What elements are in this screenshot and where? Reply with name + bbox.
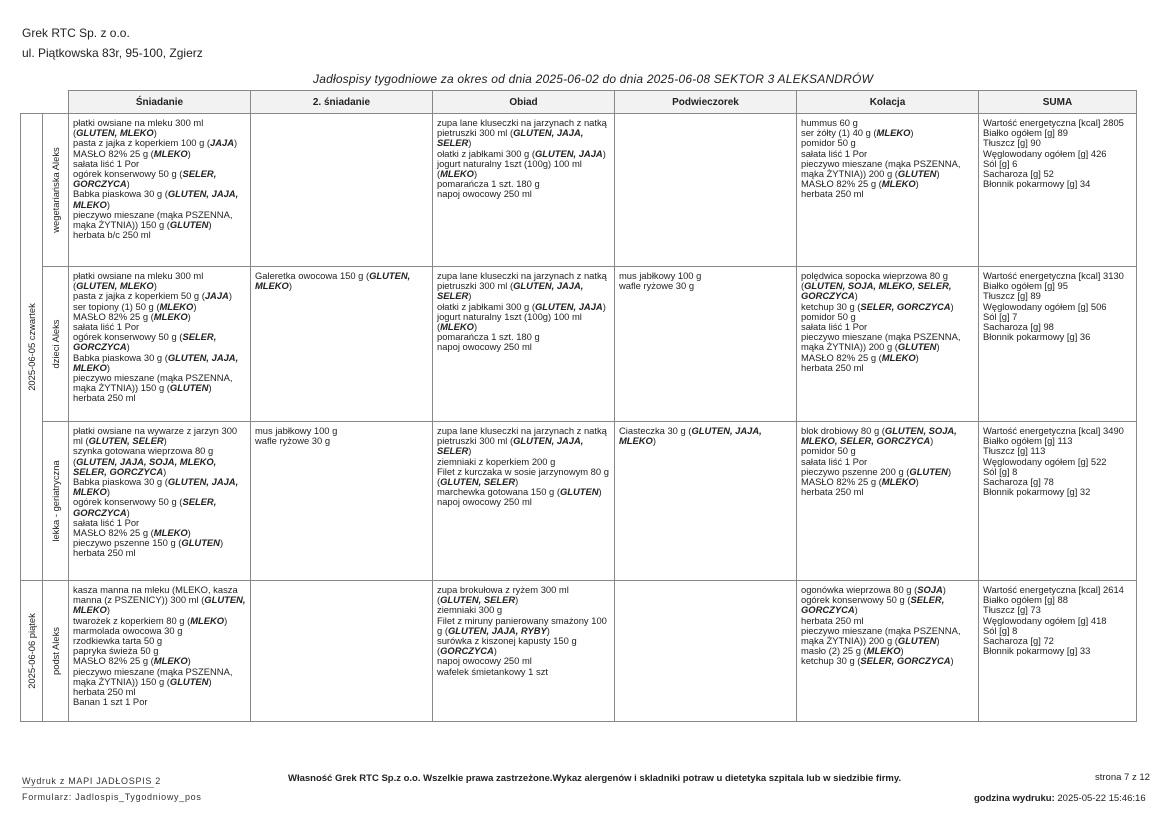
allergen-text: GLUTEN, JAJA, SELER	[437, 280, 584, 302]
menu-line: napoj owocowy 250 ml	[437, 341, 532, 353]
meal-cell	[251, 114, 433, 267]
menu-line: Galeretka owocowa 150 g (GLUTEN, MLEKO)	[255, 270, 411, 292]
menu-line: pomarańcza 1 szt. 180 g	[437, 331, 540, 343]
diet-label: podst Aleks	[49, 627, 61, 675]
allergen-text: GLUTEN, MLEKO	[255, 270, 411, 292]
menu-line: Błonnik pokarmowy [g] 34	[983, 178, 1091, 190]
menu-line: ziemniaki 300 g	[437, 604, 503, 616]
menu-line: mus jabłkowy 100 g	[255, 425, 338, 436]
menu-line: Filet z miruny panierowany smażony 100 g (GLUTEN, JAJA, RYBY)	[437, 614, 607, 636]
allergen-text: GLUTEN, SOJA, MLEKO, SELER, GORCZYCA	[801, 425, 957, 447]
ownership-note: Własność Grek RTC Sp.z o.o. Wszelkie prawa zastrzeżone.Wykaz alergenów i skladniki potraw u dietetyka szpitala lub w siedzibie firmy.	[288, 773, 902, 784]
menu-line: szynka gotowana wieprzowa 80 g (GLUTEN, JAJA, SOJA, MLEKO, SELER, GORCZYCA)	[73, 445, 217, 477]
meal-cell	[615, 422, 797, 581]
menu-line: MASŁO 82% 25 g (MLEKO)	[73, 655, 191, 667]
menu-line: herbata 250 ml	[73, 547, 136, 559]
allergen-text: GLUTEN	[169, 219, 209, 231]
meal-cell	[251, 581, 433, 722]
menu-line: mus jabłkowy 100 g	[619, 270, 702, 281]
nutrition-cell	[979, 581, 1137, 722]
menu-line: ołatki z jabłkami 300 g (GLUTEN, JAJA)	[437, 300, 606, 312]
menu-line: Węglowodany ogółem [g] 418	[983, 614, 1107, 626]
menu-line: płatki owsiane na wywarze z jarzyn 300 ml (GLUTEN, SELER)	[73, 425, 238, 447]
menu-line: Sól [g] 6	[983, 157, 1018, 169]
menu-line: masło (2) 25 g (MLEKO)	[801, 645, 904, 657]
menu-line: ogórek konserwowy 50 g (SELER, GORCZYCA)	[73, 331, 217, 353]
allergen-text: GLUTEN, JAJA, MLEKO	[73, 476, 239, 498]
menu-line: sałata liść 1 Por	[801, 147, 868, 159]
meal-cell	[615, 114, 797, 267]
menu-line: ogórek konserwowy 50 g (SELER, GORCZYCA)	[73, 496, 217, 518]
meal-cell	[615, 267, 797, 422]
header-blank	[43, 91, 69, 114]
menu-line: płatki owsiane na mleku 300 ml (GLUTEN, MLEKO)	[73, 270, 204, 292]
menu-line: ołatki z jabłkami 300 g (GLUTEN, JAJA)	[437, 147, 606, 159]
menu-line: zupa brokułowa z ryżem 300 ml (GLUTEN, SELER)	[437, 584, 569, 606]
meal-cell	[797, 422, 979, 581]
allergen-text: SELER, GORCZYCA	[860, 655, 951, 667]
col-header-lunch: Obiad	[433, 91, 615, 114]
menu-line: Tłuszcz [g] 90	[983, 137, 1041, 149]
menu-line: pieczywo pszenne 150 g (GLUTEN)	[73, 537, 224, 549]
allergen-text: GLUTEN, JAJA, SOJA, MLEKO, SELER, GORCZYCA	[73, 455, 217, 477]
allergen-text: MLEKO	[440, 321, 474, 333]
menu-line: Babka piaskowa 30 g (GLUTEN, JAJA, MLEKO)	[73, 476, 239, 498]
diet-label: wegetariańska Aleks	[49, 147, 61, 233]
allergen-text: GLUTEN, MLEKO	[76, 280, 154, 292]
menu-line: MASŁO 82% 25 g (MLEKO)	[801, 351, 919, 363]
menu-line: sałata liść 1 Por	[801, 455, 868, 467]
menu-line: papryka świeża 50 g	[73, 645, 159, 657]
meal-cell	[433, 267, 615, 422]
allergen-text: GLUTEN, JAJA	[534, 147, 603, 159]
allergen-text: GLUTEN	[897, 168, 937, 180]
allergen-text: GLUTEN, JAJA, RYBY	[447, 624, 547, 636]
menu-line: ketchup 30 g (SELER, GORCZYCA)	[801, 300, 954, 312]
report-title: Jadłospisy tygodniowe za okres od dnia 2025-06-02 do dnia 2025-06-08 SEKTOR 3 ALEKSANDRÓW	[313, 72, 874, 86]
menu-line: sałata liść 1 Por	[73, 516, 140, 528]
menu-line: hummus 60 g	[801, 117, 858, 128]
menu-line: ser topiony (1) 50 g (MLEKO)	[73, 300, 197, 312]
allergen-text: MLEKO	[876, 127, 911, 139]
menu-line: Babka piaskowa 30 g (GLUTEN, JAJA, MLEKO)	[73, 351, 239, 373]
menu-line: Wartość energetyczna [kcal] 3490	[983, 425, 1124, 436]
diet-cell	[43, 581, 69, 722]
menu-line: sałata liść 1 Por	[801, 321, 868, 333]
menu-line: napoj owocowy 250 ml	[437, 655, 532, 667]
allergen-text: SELER, GORCZYCA	[860, 300, 951, 312]
allergen-text: GLUTEN, SELER	[440, 476, 516, 488]
menu-line: Sól [g] 8	[983, 624, 1018, 636]
menu-line: ketchup 30 g (SELER, GORCZYCA)	[801, 655, 954, 667]
allergen-text: GLUTEN, JAJA, MLEKO	[619, 425, 762, 447]
menu-line: MASŁO 82% 25 g (MLEKO)	[73, 147, 191, 159]
allergen-text: GLUTEN, MLEKO	[73, 594, 246, 616]
menu-line: Wartość energetyczna [kcal] 2614	[983, 584, 1124, 595]
menu-line: herbata 250 ml	[73, 392, 136, 404]
table-row	[21, 422, 1137, 581]
menu-line: MASŁO 82% 25 g (MLEKO)	[801, 476, 919, 488]
allergen-text: GLUTEN, MLEKO	[76, 127, 154, 139]
menu-line: napoj owocowy 250 ml	[437, 496, 532, 508]
allergen-text: SOJA	[917, 584, 943, 595]
menu-line: pomidor 50 g	[801, 137, 856, 149]
menu-line: herbata 250 ml	[73, 686, 136, 698]
menu-line: pieczywo pszenne 200 g (GLUTEN)	[801, 465, 952, 477]
meal-cell	[69, 581, 251, 722]
allergen-text: MLEKO	[881, 351, 916, 363]
menu-line: herbata 250 ml	[801, 188, 864, 200]
meal-cell	[433, 114, 615, 267]
table-row	[21, 267, 1137, 422]
meal-cell	[433, 581, 615, 722]
allergen-text: MLEKO	[153, 655, 188, 667]
menu-line: pieczywo mieszane (mąka PSZENNA, mąka ŻYTNIA)) 150 g (GLUTEN)	[73, 372, 233, 394]
meal-cell	[69, 267, 251, 422]
menu-line: pieczywo mieszane (mąka PSZENNA, mąka ŻYTNIA)) 200 g (GLUTEN)	[801, 624, 961, 647]
menu-line: pieczywo mieszane (mąka PSZENNA, mąka ŻYTNIA)) 150 g (GLUTEN)	[73, 208, 233, 231]
print-time	[974, 793, 1146, 804]
allergen-text: MLEKO	[881, 476, 916, 488]
menu-line: surówka z kiszonej kapusty 150 g (GORCZYCA)	[437, 635, 577, 657]
meal-cell	[797, 267, 979, 422]
menu-line: Błonnik pokarmowy [g] 36	[983, 331, 1091, 343]
allergen-text: MLEKO	[153, 310, 188, 322]
allergen-text: MLEKO	[440, 168, 474, 180]
company-address: ul. Piątkowska 83r, 95-100, Zgierz	[22, 46, 203, 60]
menu-line: ser żółty (1) 40 g (MLEKO)	[801, 127, 914, 139]
menu-line: Węglowodany ogółem [g] 426	[983, 147, 1107, 159]
menu-line: Wartość energetyczna [kcal] 3130	[983, 270, 1124, 281]
allergen-text: MLEKO	[153, 527, 188, 539]
menu-line: ogórek konserwowy 50 g (SELER, GORCZYCA)	[801, 594, 945, 616]
menu-line: ziemniaki z koperkiem 200 g	[437, 455, 556, 467]
print-time-label: godzina wydruku:	[974, 793, 1055, 804]
allergen-text: GLUTEN	[909, 465, 948, 477]
menu-line: Białko ogółem [g] 89	[983, 127, 1068, 139]
header-blank	[21, 91, 43, 114]
menu-line: pomidor 50 g	[801, 310, 856, 322]
allergen-text: GLUTEN	[897, 635, 937, 647]
menu-line: Sacharoza [g] 72	[983, 635, 1054, 647]
menu-line: Węglowodany ogółem [g] 522	[983, 455, 1107, 467]
meal-cell	[251, 267, 433, 422]
menu-line: kasza manna na mleku (MLEKO, kasza manna (z PSZENICY)) 300 ml (GLUTEN, MLEKO)	[73, 584, 246, 616]
menu-line: herbata b/c 250 ml	[73, 229, 151, 241]
menu-line: MASŁO 82% 25 g (MLEKO)	[73, 527, 191, 539]
meal-cell	[69, 114, 251, 267]
menu-line: Sól [g] 8	[983, 465, 1018, 477]
print-time-value: 2025-05-22 15:46:16	[1057, 793, 1146, 804]
allergen-text: GLUTEN	[169, 382, 209, 394]
allergen-text: GLUTEN, JAJA	[534, 300, 603, 312]
page-number: strona 7 z 12	[1095, 772, 1150, 783]
menu-line: Białko ogółem [g] 113	[983, 435, 1073, 447]
menu-line: sałata liść 1 Por	[73, 157, 140, 169]
allergen-text: SELER, GORCZYCA	[73, 168, 217, 190]
menu-line: sałata liść 1 Por	[73, 321, 140, 333]
meal-cell	[797, 114, 979, 267]
menu-line: Sacharoza [g] 98	[983, 321, 1054, 333]
printout-label: Wydruk z MAPI JADŁOSPIS 2	[22, 776, 161, 786]
table-row	[21, 114, 1137, 267]
diet-cell	[43, 114, 69, 267]
menu-line: Babka piaskowa 30 g (GLUTEN, JAJA, MLEKO)	[73, 188, 239, 210]
menu-line: pieczywo mieszane (mąka PSZENNA, mąka ŻYTNIA)) 150 g (GLUTEN)	[73, 665, 233, 687]
meal-cell	[69, 422, 251, 581]
diet-label: dzieci Aleks	[49, 319, 61, 369]
date-cell	[21, 581, 43, 722]
menu-line: Tłuszcz [g] 73	[983, 604, 1041, 616]
menu-line: wafle ryżowe 30 g	[619, 280, 695, 292]
menu-line: ogonówka wieprzowa 80 g (SOJA)	[801, 584, 946, 595]
diet-cell	[43, 422, 69, 581]
company-header	[22, 23, 203, 63]
nutrition-cell	[979, 114, 1137, 267]
menu-line: Węglowodany ogółem [g] 506	[983, 300, 1107, 312]
menu-line: pasta z jajka z koperkiem 50 g (JAJA)	[73, 290, 232, 302]
menu-line: ogórek konserwowy 50 g (SELER, GORCZYCA)	[73, 168, 217, 190]
menu-line: Sacharoza [g] 78	[983, 476, 1054, 488]
table-header-row	[21, 91, 1137, 114]
menu-line: Wartość energetyczna [kcal] 2805	[983, 117, 1124, 128]
diet-label: lekka - geriatryczna	[49, 460, 61, 542]
nutrition-cell	[979, 422, 1137, 581]
col-header-sum: SUMA	[979, 91, 1137, 114]
col-header-breakfast: Śniadanie	[69, 91, 251, 114]
menu-line: Białko ogółem [g] 95	[983, 280, 1068, 292]
allergen-text: SELER, GORCZYCA	[73, 331, 217, 353]
menu-line: MASŁO 82% 25 g (MLEKO)	[73, 310, 191, 322]
menu-line: płatki owsiane na mleku 300 ml (GLUTEN, MLEKO)	[73, 117, 204, 139]
menu-line: marchewka gotowana 150 g (GLUTEN)	[437, 486, 602, 498]
allergen-text: JAJA	[204, 290, 229, 302]
menu-line: Tłuszcz [g] 89	[983, 290, 1041, 302]
allergen-text: SELER, GORCZYCA	[73, 496, 217, 518]
footer-left	[22, 772, 202, 807]
menu-line: pomarańcza 1 szt. 180 g	[437, 178, 540, 190]
company-name: Grek RTC Sp. z o.o.	[22, 26, 130, 40]
allergen-text: GLUTEN	[169, 675, 209, 687]
menu-line: polędwica sopocka wieprzowa 80 g (GLUTEN, SOJA, MLEKO, SELER, GORCZYCA)	[801, 270, 952, 302]
menu-line: jogurt naturalny 1szt (100g) 100 ml (MLEKO)	[437, 157, 582, 180]
menu-line: Sól [g] 7	[983, 310, 1018, 322]
menu-line: herbata 250 ml	[801, 614, 864, 626]
menu-line: jogurt naturalny 1szt (100g) 100 ml (MLEKO)	[437, 310, 582, 333]
menu-table	[20, 90, 1137, 722]
menu-line: twarożek z koperkiem 80 g (MLEKO)	[73, 614, 228, 626]
allergen-text: GLUTEN, JAJA, MLEKO	[73, 351, 239, 373]
col-header-snack: Podwieczorek	[615, 91, 797, 114]
menu-line: Banan 1 szt 1 Por	[73, 696, 148, 708]
menu-line: pomidor 50 g	[801, 445, 856, 457]
allergen-text: SELER, GORCZYCA	[801, 594, 945, 616]
meal-cell	[251, 422, 433, 581]
allergen-text: GLUTEN	[897, 341, 937, 353]
allergen-text: GLUTEN, SELER	[88, 435, 164, 447]
allergen-text: MLEKO	[881, 178, 916, 190]
meal-cell	[433, 422, 615, 581]
col-header-dinner: Kolacja	[797, 91, 979, 114]
menu-line: zupa lane kluseczki na jarzynach z natką pietruszki 300 ml (GLUTEN, JAJA, SELER)	[437, 270, 607, 302]
allergen-text: GLUTEN, SELER	[440, 594, 516, 606]
allergen-text: GLUTEN, SOJA, MLEKO, SELER, GORCZYCA	[801, 280, 952, 302]
menu-line: Błonnik pokarmowy [g] 32	[983, 486, 1091, 498]
menu-line: Białko ogółem [g] 88	[983, 594, 1068, 606]
menu-line: marmolada owocowa 30 g	[73, 624, 183, 636]
menu-line: pieczywo mieszane (mąka PSZENNA, mąka ŻYTNIA)) 200 g (GLUTEN)	[801, 157, 961, 180]
form-label: Formularz: Jadlospis_Tygodniowy_pos	[22, 792, 202, 802]
menu-line: Sacharoza [g] 52	[983, 168, 1054, 180]
diet-cell	[43, 267, 69, 422]
table-row	[21, 581, 1137, 722]
menu-line: MASŁO 82% 25 g (MLEKO)	[801, 178, 919, 190]
allergen-text: JAJA	[210, 137, 235, 149]
allergen-text: GORCZYCA	[440, 645, 494, 657]
menu-line: zupa lane kluseczki na jarzynach z natką pietruszki 300 ml (GLUTEN, JAJA, SELER)	[437, 425, 607, 457]
date-cell	[21, 114, 43, 581]
allergen-text: MLEKO	[159, 300, 194, 312]
menu-line: Filet z kurczaka w sosie jarzynowym 80 g (GLUTEN, SELER)	[437, 465, 609, 488]
menu-line: blok drobiowy 80 g (GLUTEN, SOJA, MLEKO, SELER, GORCZYCA)	[801, 425, 957, 447]
col-header-second-breakfast: 2. śniadanie	[251, 91, 433, 114]
menu-line: Tłuszcz [g] 113	[983, 445, 1046, 457]
allergen-text: GLUTEN, JAJA, SELER	[437, 127, 584, 149]
menu-line: herbata 250 ml	[801, 486, 864, 498]
date-label: 2025-06-05 czwartek	[25, 303, 37, 391]
menu-line: Ciasteczka 30 g (GLUTEN, JAJA, MLEKO)	[619, 425, 762, 447]
nutrition-cell	[979, 267, 1137, 422]
allergen-text: GLUTEN	[560, 486, 599, 498]
menu-line: herbata 250 ml	[801, 361, 864, 373]
menu-line: pasta z jajka z koperkiem 100 g (JAJA)	[73, 137, 238, 149]
allergen-text: GLUTEN, JAJA, SELER	[437, 435, 584, 457]
menu-line: wafle ryżowe 30 g	[255, 435, 331, 447]
date-label: 2025-06-06 piątek	[25, 613, 37, 689]
meal-cell	[797, 581, 979, 722]
menu-line: rzodkiewka tarta 50 g	[73, 635, 163, 647]
menu-line: napoj owocowy 250 ml	[437, 188, 532, 200]
allergen-text: MLEKO	[153, 147, 188, 159]
menu-line: wafelek śmietankowy 1 szt	[437, 665, 548, 677]
allergen-text: GLUTEN	[181, 537, 220, 549]
allergen-text: GLUTEN, JAJA, MLEKO	[73, 188, 239, 210]
meal-cell	[615, 581, 797, 722]
menu-line: pieczywo mieszane (mąka PSZENNA, mąka ŻYTNIA)) 200 g (GLUTEN)	[801, 331, 961, 353]
menu-line: zupa lane kluseczki na jarzynach z natką pietruszki 300 ml (GLUTEN, JAJA, SELER)	[437, 117, 607, 149]
allergen-text: MLEKO	[866, 645, 901, 657]
menu-line: Błonnik pokarmowy [g] 33	[983, 645, 1091, 657]
allergen-text: MLEKO	[190, 614, 225, 626]
